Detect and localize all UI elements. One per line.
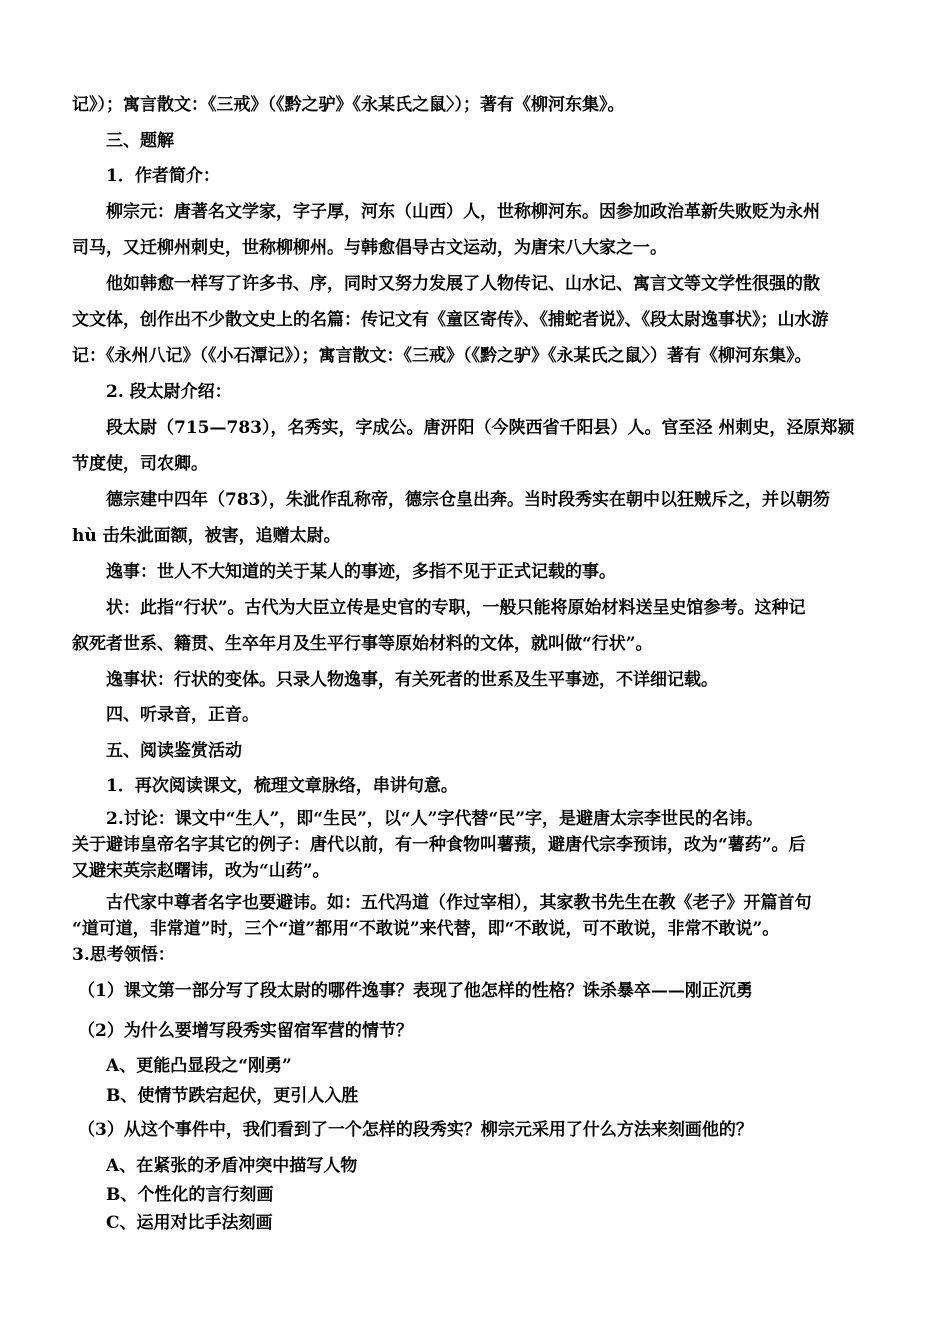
text-line: 1．再次阅读课文，梳理文章脉络，串讲句意。 [106, 776, 458, 796]
text-line: 叙死者世系、籍贯、生卒年月及生平行事等原始材料的文体，就叫做“行状”。 [72, 634, 653, 654]
answer-option: A、更能凸显段之“刚勇” [106, 1056, 292, 1076]
answer-option: B、个性化的言行刻画 [106, 1185, 274, 1205]
subsection-heading: 1．作者简介： [106, 166, 220, 186]
text-line: 德宗建中四年（783），朱泚作乱称帝，德宗仓皇出奔。当时段秀实在朝中以狂贼斥之，并以朝笏 [106, 490, 830, 510]
text-line: 2.讨论：课文中“生人”，即“生民”，以“人”字代替“民”字，是避唐太宗李世民的名讳。 [106, 809, 763, 829]
text-line: 文文体，创作出不少散文史上的名篇：传记文有《童区寄传》、《捕蛇者说》、《段太尉逸事状》；山水游 [72, 310, 829, 330]
question-1: （1）课文第一部分写了段太尉的哪件逸事？表现了他怎样的性格？诛杀暴卒——刚正沉勇 [78, 981, 753, 1001]
answer-option: C、运用对比手法刻画 [106, 1213, 273, 1233]
text-line: “道可道，非常道”时，三个“道”都用“不敢说”来代替，即“不敢说，可不敢说，非常不敢说”。 [72, 919, 780, 939]
question-3: （3）从这个事件中，我们看到了一个怎样的段秀实？柳宗元采用了什么方法来刻画他的？ [78, 1120, 753, 1140]
text-line: 逸事状：行状的变体。只录人物逸事，有关死者的世系及生平事迹，不详细记载。 [106, 670, 718, 690]
text-line: 状：此指“行状”。古代为大臣立传是史官的专职，一般只能将原始材料送呈史馆参考。这种记 [106, 598, 806, 618]
text-line: 古代家中尊者名字也要避讳。如：五代冯道（作过宰相），其家教书先生在教《老子》开篇首句 [106, 893, 812, 913]
text-line: 关于避讳皇帝名字其它的例子：唐代以前，有一种食物叫薯蓣，避唐代宗李预讳，改为“薯药”。后 [72, 835, 806, 855]
text-line: 逸事：世人不大知道的关于某人的事迹，多指不见于正式记载的事。 [106, 562, 616, 582]
section-heading: 三、题解 [106, 131, 174, 151]
answer-option: A、在紧张的矛盾冲突中描写人物 [106, 1156, 358, 1176]
subsection-heading: 3.思考领悟： [72, 945, 175, 965]
section-heading: 五、阅读鉴赏活动 [106, 741, 242, 761]
text-line: 记：《永州八记》（《小石潭记》）；寓言散文：《三戒》（《黔之驴》《永某氏之鼠〉）著有《柳河东集》。 [72, 346, 812, 366]
text-line: hù 击朱泚面额，被害，追赠太尉。 [72, 526, 341, 546]
answer-option: B、使情节跌宕起伏，更引人入胜 [106, 1086, 359, 1106]
section-heading: 四、听录音，正音。 [106, 705, 259, 725]
text-line: 节度使，司农卿。 [72, 454, 208, 474]
question-2: （2）为什么要增写段秀实留宿军营的情节？ [78, 1021, 413, 1041]
text-line: 记》）；寓言散文：《三戒》（《黔之驴》《永某氏之鼠〉）；著有《柳河东集》。 [72, 95, 625, 115]
text-line: 又避宋英宗赵曙讳，改为“山药”。 [72, 861, 330, 881]
text-line: 他如韩愈一样写了许多书、序，同时又努力发展了人物传记、山水记、寓言文等文学性很强的散 [106, 274, 820, 294]
text-line: 司马，又迁柳州刺史，世称柳柳州。与韩愈倡导古文运动，为唐宋八大家之一。 [72, 238, 667, 258]
subsection-heading: 2. 段太尉介绍： [106, 382, 232, 402]
text-line: 段太尉（715—783），名秀实，字成公。唐汧阳（今陕西省千阳县）人。官至泾 州刺史，泾原郑颍 [106, 418, 855, 438]
text-line: 柳宗元：唐著名文学家，字子厚，河东（山西）人，世称柳河东。因参加政治革新失败贬为永州 [106, 202, 820, 222]
